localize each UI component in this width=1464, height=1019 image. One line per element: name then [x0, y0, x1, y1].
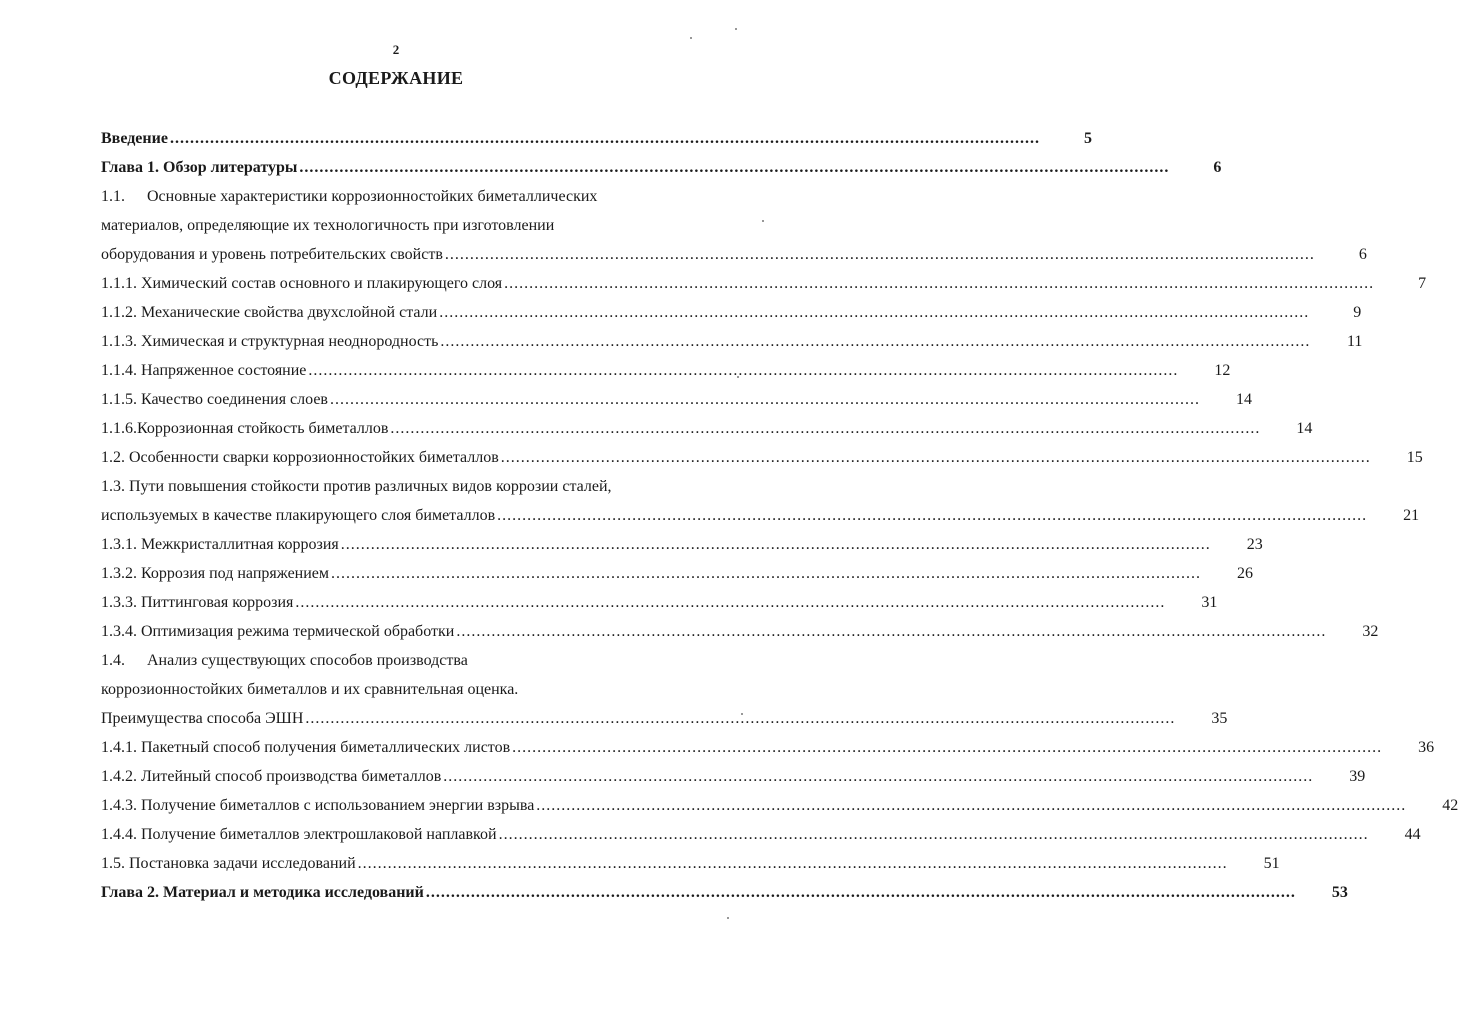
toc-entry: [101, 588, 1218, 617]
toc-dot-leader: [390, 414, 1260, 443]
toc-entry: [101, 240, 1367, 269]
toc-dot-leader: [445, 240, 1315, 269]
toc-page-number: 14: [1235, 391, 1252, 408]
toc-page-number: 39: [1349, 768, 1366, 785]
toc-entry-title: 1.4. Анализ существующих способов производства: [101, 652, 468, 669]
toc-dot-leader: [358, 849, 1228, 878]
scan-speck: [727, 917, 729, 919]
toc-page-number: 31: [1201, 594, 1218, 611]
toc-page-number: 7: [1418, 275, 1427, 292]
toc-entry-title: 1.5. Постановка задачи исследований: [101, 855, 356, 872]
toc-entry-title: оборудования и уровень потребительских свойств: [101, 246, 443, 263]
toc-entry-title: коррозионностойких биметаллов и их сравнительная оценка.: [101, 681, 519, 698]
scan-speck: [762, 220, 764, 222]
toc-entry: [101, 327, 1363, 356]
toc-dot-leader: [443, 762, 1313, 791]
toc-entry-title: 1.1.5. Качество соединения слоев: [101, 391, 328, 408]
toc-dot-leader: [501, 443, 1371, 472]
page-number: 2: [392, 42, 400, 57]
toc-page-number: 26: [1237, 565, 1254, 582]
toc-entry: [101, 385, 1252, 414]
toc-dot-leader: [330, 385, 1200, 414]
toc-dot-leader: [308, 356, 1178, 385]
toc-entry: [101, 704, 1228, 733]
toc-entry: [101, 849, 1280, 878]
toc-entry: [101, 646, 714, 675]
toc-page-number: 23: [1246, 536, 1263, 553]
scan-speck: [741, 713, 743, 715]
toc-entry-title: используемых в качестве плакирующего слоя биметаллов: [101, 507, 496, 524]
toc-dot-leader: [295, 588, 1165, 617]
toc-entry-title: 1.1.4. Напряженное состояние: [101, 362, 307, 379]
toc-dot-leader: [536, 791, 1406, 820]
toc-dot-leader: [499, 820, 1369, 849]
toc-page-number: 51: [1263, 855, 1280, 872]
toc-entry-title: 1.3.2. Коррозия под напряжением: [101, 565, 330, 582]
toc-entry-title: Введение: [101, 130, 168, 147]
toc-dot-leader: [170, 124, 1040, 153]
toc-entry-title: 1.2. Особенности сварки коррозионностойких биметаллов: [101, 449, 499, 466]
toc-entry: [101, 530, 1263, 559]
toc-entry: [101, 472, 714, 501]
toc-page-number: 6: [1358, 246, 1367, 263]
page-title: СОДЕРЖАНИЕ: [328, 68, 464, 88]
toc-entry: [101, 356, 1231, 385]
toc-page-number: 11: [1346, 333, 1363, 350]
toc-page-number: 35: [1211, 710, 1228, 727]
toc-dot-leader: [305, 704, 1175, 733]
toc-entry-title: 1.1.2. Механические свойства двухслойной стали: [101, 304, 438, 321]
toc-page-number: 6: [1213, 159, 1222, 176]
toc-entry: [101, 153, 1222, 182]
toc-entry-title: материалов, определяющие их технологичность при изготовлении: [101, 217, 555, 234]
toc-entry: [101, 443, 1423, 472]
toc-page-number: 32: [1362, 623, 1379, 640]
toc-dot-leader: [497, 501, 1367, 530]
toc-dot-leader: [426, 878, 1296, 907]
toc-entry-title: 1.3.1. Межкристаллитная коррозия: [101, 536, 339, 553]
toc-entry-title: 1.3.3. Питтинговая коррозия: [101, 594, 294, 611]
toc-entry: [101, 211, 714, 240]
toc-entry-title: 1.4.3. Получение биметаллов с использованием энергии взрыва: [101, 797, 535, 814]
toc-page-number: 42: [1442, 797, 1459, 814]
toc-entry-title: 1.3.4. Оптимизация режима термической обработки: [101, 623, 455, 640]
scan-speck: [690, 37, 692, 39]
toc-page-number: 36: [1418, 739, 1435, 756]
toc-dot-leader: [331, 559, 1201, 588]
toc-entry: [101, 820, 1421, 849]
toc-dot-leader: [439, 298, 1309, 327]
toc-entry: [101, 675, 714, 704]
toc-entry: [101, 182, 714, 211]
scan-speck: [735, 28, 737, 30]
toc-entry-title: 1.1.1. Химический состав основного и плакирующего слоя: [101, 275, 503, 292]
scan-speck: [737, 376, 739, 378]
toc-entry-number: 1.1.: [101, 188, 125, 205]
toc-page-number: 9: [1353, 304, 1362, 321]
toc-page-number: 5: [1083, 130, 1092, 147]
toc-page-number: 21: [1403, 507, 1420, 524]
toc-dot-leader: [341, 530, 1211, 559]
toc-entry: [101, 559, 1254, 588]
toc-entry-title: 1.4.2. Литейный способ производства биметаллов: [101, 768, 442, 785]
toc-dot-leader: [456, 617, 1326, 646]
scan-speck: [767, 547, 769, 549]
toc-dot-leader: [512, 733, 1382, 762]
toc-entry-title: 1.3. Пути повышения стойкости против различных видов коррозии сталей,: [101, 478, 612, 495]
toc-entry-title: Преимущества способа ЭШН: [101, 710, 304, 727]
toc-entry-title: 1.1.3. Химическая и структурная неоднородность: [101, 333, 439, 350]
toc-page-number: 12: [1214, 362, 1231, 379]
toc-entry: [101, 762, 1366, 791]
toc-entry-title: 1.1. Основные характеристики коррозионностойких биметаллических: [101, 188, 598, 205]
toc-entry-number: 1.4.: [101, 652, 125, 669]
toc-entry: [101, 269, 1427, 298]
toc-entry: [101, 617, 1379, 646]
toc-entry: [101, 414, 1313, 443]
toc-dot-leader: [299, 153, 1169, 182]
toc-entry: [101, 733, 1435, 762]
toc-entry-title: Глава 1. Обзор литературы: [101, 159, 298, 176]
toc-entry-title: 1.4.1. Пакетный способ получения биметаллических листов: [101, 739, 511, 756]
toc-page-number: 15: [1406, 449, 1423, 466]
toc-entry: [101, 298, 1362, 327]
toc-entry-title: Глава 2. Материал и методика исследований: [101, 884, 424, 901]
toc-dot-leader: [504, 269, 1374, 298]
toc-page-number: 44: [1404, 826, 1421, 843]
toc-entry-title: 1.4.4. Получение биметаллов электрошлаковой наплавкой: [101, 826, 497, 843]
toc-dot-leader: [440, 327, 1310, 356]
table-of-contents: [101, 124, 1459, 907]
toc-page-number: 53: [1331, 884, 1348, 901]
toc-entry: [101, 791, 1459, 820]
toc-entry-title: 1.1.6.Коррозионная стойкость биметаллов: [101, 420, 389, 437]
toc-entry: [101, 124, 1092, 153]
toc-entry: [101, 878, 1348, 907]
toc-entry: [101, 501, 1420, 530]
toc-page-number: 14: [1296, 420, 1313, 437]
